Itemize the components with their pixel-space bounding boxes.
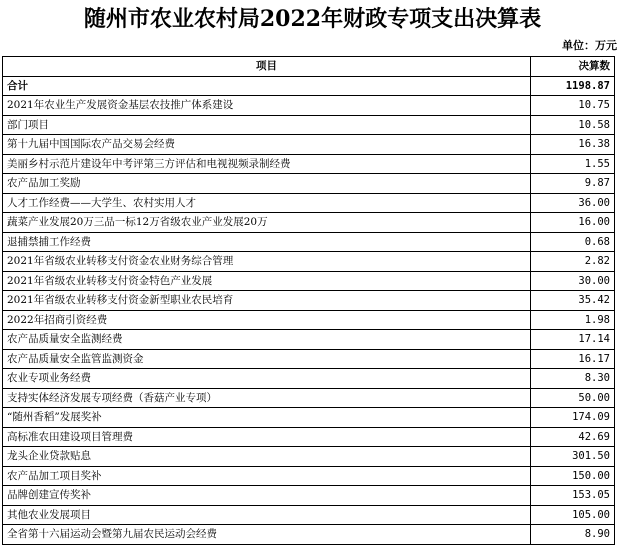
row-item: 2022年招商引资经费 (3, 310, 531, 330)
row-amount: 150.00 (531, 466, 615, 486)
row-item: 第十九届中国国际农产品交易会经费 (3, 135, 531, 155)
table-row (3, 388, 615, 408)
row-item: 人才工作经费——大学生、农村实用人才 (3, 193, 531, 213)
row-amount: 16.00 (531, 213, 615, 233)
row-amount: 301.50 (531, 447, 615, 467)
row-item: 全省第十六届运动会暨第九届农民运动会经费 (3, 525, 531, 545)
page-title: 随州市农业农村局2022年财政专项支出决算表 (83, 6, 542, 32)
table-row (3, 369, 615, 389)
row-item: 美丽乡村示范片建设年中考评第三方评估和电视视频录制经费 (3, 154, 531, 174)
row-amount: 16.17 (531, 349, 615, 369)
row-item: 农业专项业务经费 (3, 369, 531, 389)
table-row (3, 486, 615, 506)
row-item: 2021年省级农业转移支付资金特色产业发展 (3, 271, 531, 291)
total-row (3, 76, 615, 96)
table-row (3, 154, 615, 174)
row-item: 2021年省级农业转移支付资金农业财务综合管理 (3, 252, 531, 272)
row-item: 蔬菜产业发展20万三品一标12万省级农业产业发展20万 (3, 213, 531, 233)
table-row (3, 505, 615, 525)
row-item: 农产品质量安全监管监测资金 (3, 349, 531, 369)
row-item: 2021年省级农业转移支付资金新型职业农民培育 (3, 291, 531, 311)
table-row (3, 115, 615, 135)
table-row (3, 232, 615, 252)
total-label: 合计 (3, 76, 531, 96)
row-item: 品牌创建宣传奖补 (3, 486, 531, 506)
table-row (3, 330, 615, 350)
row-item: 高标准农田建设项目管理费 (3, 427, 531, 447)
unit-label: 单位：万元 (562, 39, 617, 52)
table-header-row (3, 57, 615, 77)
row-amount: 2.82 (531, 252, 615, 272)
row-item: 龙头企业贷款贴息 (3, 447, 531, 467)
table-row (3, 135, 615, 155)
row-amount: 105.00 (531, 505, 615, 525)
table-row (3, 349, 615, 369)
table-row (3, 408, 615, 428)
row-item: 退捕禁捕工作经费 (3, 232, 531, 252)
row-amount: 8.90 (531, 525, 615, 545)
row-amount: 10.75 (531, 96, 615, 116)
row-item: 部门项目 (3, 115, 531, 135)
table-row (3, 466, 615, 486)
header-item: 项目 (3, 57, 531, 77)
table-row (3, 96, 615, 116)
table-row (3, 252, 615, 272)
row-amount: 9.87 (531, 174, 615, 194)
table-row (3, 193, 615, 213)
row-amount: 153.05 (531, 486, 615, 506)
table-body (3, 76, 615, 544)
table-row (3, 271, 615, 291)
row-item: 支持实体经济发展专项经费（香菇产业专项） (3, 388, 531, 408)
row-amount: 30.00 (531, 271, 615, 291)
row-item: 其他农业发展项目 (3, 505, 531, 525)
table-row (3, 213, 615, 233)
row-amount: 35.42 (531, 291, 615, 311)
table-row (3, 310, 615, 330)
row-item: 2021年农业生产发展资金基层农技推广体系建设 (3, 96, 531, 116)
row-item: “随州香稻”发展奖补 (3, 408, 531, 428)
row-amount: 42.69 (531, 427, 615, 447)
row-amount: 17.14 (531, 330, 615, 350)
table-row (3, 427, 615, 447)
expenditure-table (2, 56, 615, 545)
row-amount: 1.55 (531, 154, 615, 174)
row-amount: 174.09 (531, 408, 615, 428)
row-amount: 1.98 (531, 310, 615, 330)
row-item: 农产品加工奖励 (3, 174, 531, 194)
header-amount: 决算数 (531, 57, 615, 77)
row-amount: 50.00 (531, 388, 615, 408)
row-amount: 16.38 (531, 135, 615, 155)
row-amount: 0.68 (531, 232, 615, 252)
row-amount: 36.00 (531, 193, 615, 213)
row-amount: 8.30 (531, 369, 615, 389)
table-row (3, 525, 615, 545)
row-item: 农产品质量安全监测经费 (3, 330, 531, 350)
row-item: 农产品加工项目奖补 (3, 466, 531, 486)
table-row (3, 447, 615, 467)
total-amount: 1198.87 (531, 76, 615, 96)
table-row (3, 291, 615, 311)
table-row (3, 174, 615, 194)
row-amount: 10.58 (531, 115, 615, 135)
